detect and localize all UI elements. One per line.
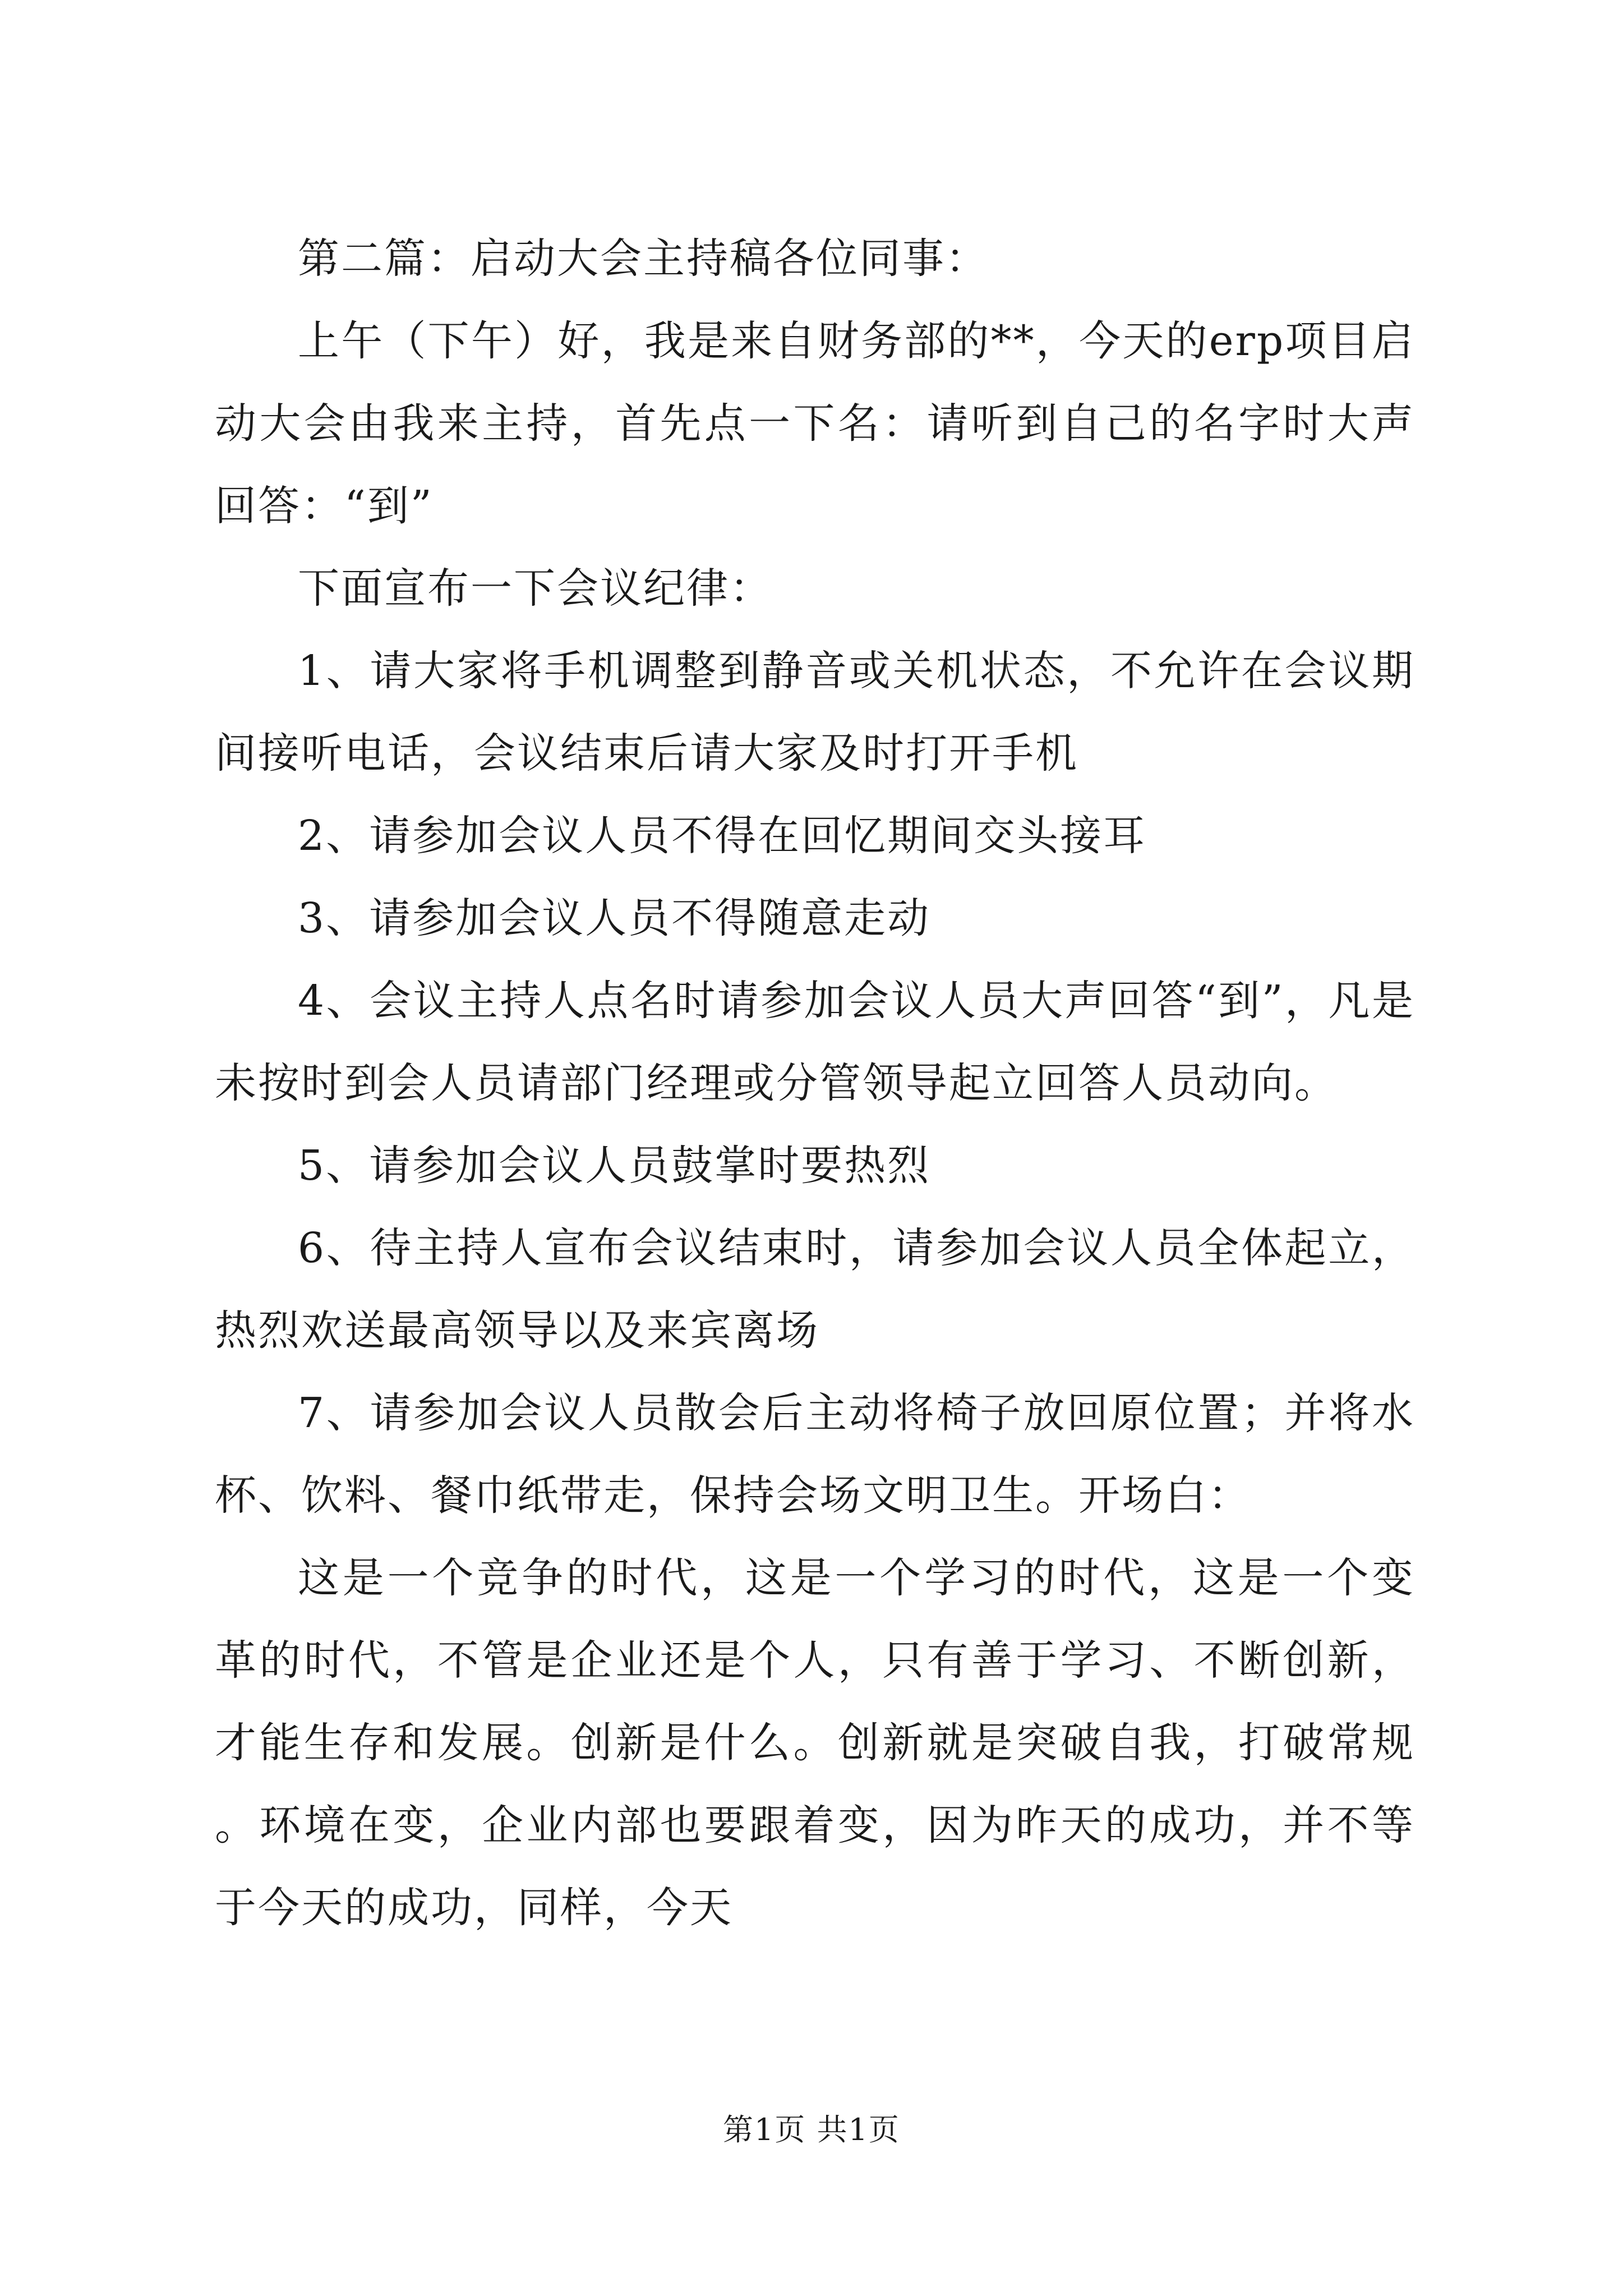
paragraph-opening-speech: 这是一个竞争的时代，这是一个学习的时代，这是一个变革的时代，不管是企业还是个人，只有善于学习、不断创新，才能生存和发展。创新是什么。创新就是突破自我，打破常规。环境在变，企业内部也要跟着变，因为昨天的成功，并不等于今天的成功，同样，今天 <box>215 1554 1415 1932</box>
paragraph-discipline-heading: 下面宣布一下会议纪律： <box>298 564 773 613</box>
rule-item-3: 3、请参加会议人员不得随意走动 <box>298 894 931 942</box>
rule-item-5: 5、请参加会议人员鼓掌时要热烈 <box>298 1142 931 1190</box>
page-footer: 第1页 共1页 <box>723 2112 900 2147</box>
rule-item-2: 2、请参加会议人员不得在回忆期间交头接耳 <box>298 812 1147 860</box>
rule-item-1: 1、请大家将手机调整到静音或关机状态，不允许在会议期间接听电话，会议结束后请大家及时打开手机 <box>215 647 1415 777</box>
paragraph-title: 第二篇：启动大会主持稿各位同事： <box>298 234 989 283</box>
rule-item-4: 4、会议主持人点名时请参加会议人员大声回答“到”，凡是未按时到会人员请部门经理或分管领导起立回答人员动向。 <box>215 977 1415 1107</box>
paragraph-greeting: 上午（下午）好，我是来自财务部的**，今天的erp项目启动大会由我来主持，首先点一下名：请听到自己的名字时大声回答：“到” <box>215 317 1415 530</box>
rule-item-7: 7、请参加会议人员散会后主动将椅子放回原位置；并将水杯、饮料、餐巾纸带走，保持会场文明卫生。开场白： <box>215 1389 1415 1520</box>
rule-item-6: 6、待主持人宣布会议结束时，请参加会议人员全体起立，热烈欢送最高领导以及来宾离场 <box>215 1224 1415 1355</box>
document-body <box>215 218 1415 1949</box>
